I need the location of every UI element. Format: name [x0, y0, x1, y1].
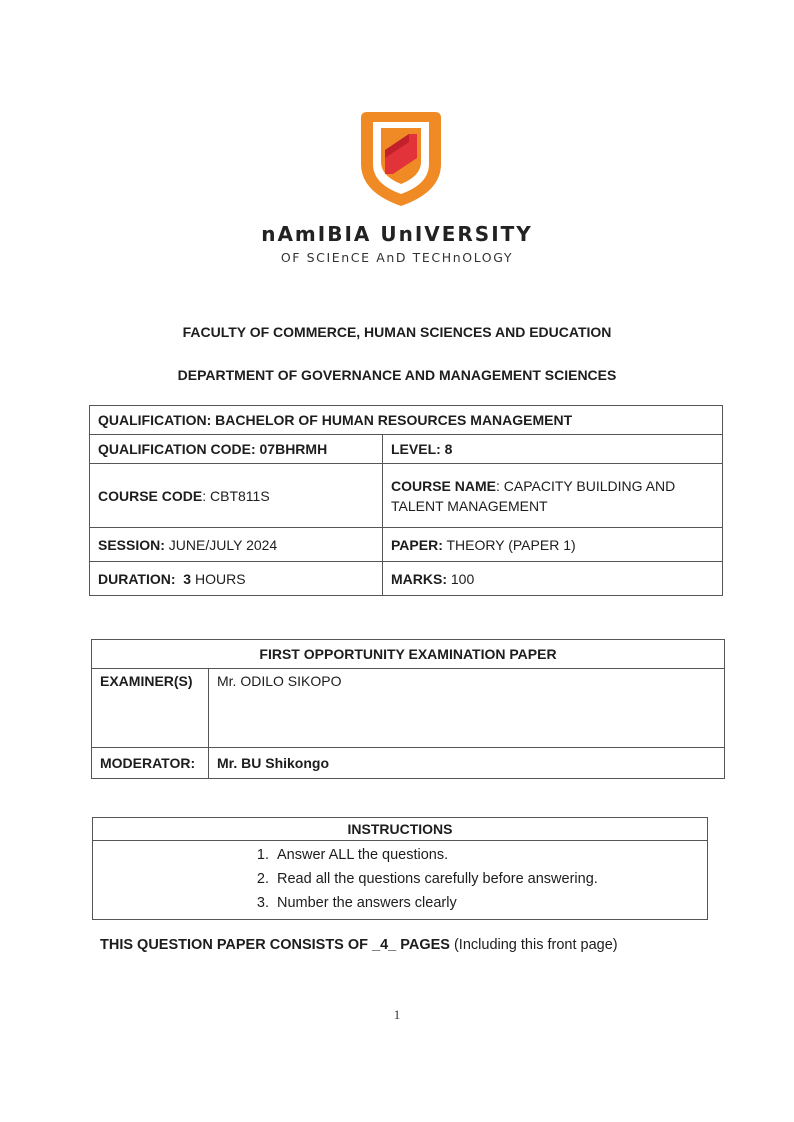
moderator-value: Mr. BU Shikongo	[209, 748, 725, 779]
item-text: Read all the questions carefully before answering.	[277, 871, 598, 887]
list-item	[243, 891, 707, 915]
department-heading: DEPARTMENT OF GOVERNANCE AND MANAGEMENT SCIENCES	[177, 367, 617, 383]
qualification-cell	[90, 406, 723, 435]
duration-cell	[90, 562, 383, 596]
level-value: 8	[444, 441, 453, 457]
duration-unit: HOURS	[194, 570, 246, 587]
examiner-label: EXAMINER(S)	[92, 669, 209, 748]
list-item	[243, 867, 707, 891]
moderator-label: MODERATOR:	[92, 748, 209, 779]
exam-title: FIRST OPPORTUNITY EXAMINATION PAPER	[92, 640, 725, 669]
university-name: nAmIBIA UnIVERSITY	[261, 222, 533, 246]
table-row	[92, 640, 725, 669]
paper-value: THEORY (PAPER 1)	[446, 536, 576, 553]
table-row	[93, 818, 708, 841]
page-number: 1	[393, 1007, 401, 1022]
paper-label: PAPER:	[391, 536, 443, 553]
level-cell	[383, 435, 723, 464]
paper-cell	[383, 528, 723, 562]
university-subtitle: OF SCIEnCE AnD TECHnOLOGY	[280, 250, 514, 265]
university-logo	[355, 108, 447, 208]
page-count-bold: THIS QUESTION PAPER CONSISTS OF _4_ PAGES	[100, 937, 450, 953]
marks-value: 100	[450, 570, 475, 587]
item-number: 1.	[256, 847, 269, 863]
duration-number: 3	[183, 570, 192, 587]
page-count-normal: (Including this front page)	[449, 937, 618, 953]
list-item	[243, 843, 707, 867]
level-label: LEVEL:	[391, 441, 441, 457]
examiner-value: Mr. ODILO SIKOPO	[209, 669, 725, 748]
table-row	[90, 528, 723, 562]
marks-cell	[383, 562, 723, 596]
session-value: JUNE/JULY 2024	[168, 536, 278, 553]
qualification-label: QUALIFICATION:	[98, 412, 212, 428]
table-row	[90, 435, 723, 464]
course-code-value: : CBT811S	[202, 487, 270, 504]
qualification-table	[89, 405, 723, 596]
duration-label: DURATION:	[98, 570, 176, 587]
table-row	[90, 406, 723, 435]
instructions-table	[92, 817, 708, 920]
instructions-body	[93, 841, 708, 920]
faculty-heading: FACULTY OF COMMERCE, HUMAN SCIENCES AND EDUCATION	[182, 324, 612, 340]
table-row	[93, 841, 708, 920]
qualification-code-value: 07BHRMH	[259, 441, 328, 457]
instructions-list	[93, 843, 707, 915]
item-text: Answer ALL the questions.	[277, 847, 449, 863]
item-number: 3.	[256, 895, 269, 911]
item-text: Number the answers clearly	[277, 895, 457, 911]
examination-table	[91, 639, 725, 779]
page-count-note	[100, 937, 618, 953]
course-code-cell	[90, 464, 383, 528]
course-name-cell	[383, 464, 723, 528]
table-row	[90, 464, 723, 528]
qualification-value: BACHELOR OF HUMAN RESOURCES MANAGEMENT	[215, 412, 573, 428]
course-name-value: : CAPACITY BUILDING AND TALENT MANAGEMENT	[391, 477, 676, 514]
instructions-title: INSTRUCTIONS	[93, 818, 708, 841]
session-cell	[90, 528, 383, 562]
course-name-label: COURSE NAME	[391, 477, 497, 494]
qualification-code-cell	[90, 435, 383, 464]
session-label: SESSION:	[98, 536, 165, 553]
item-number: 2.	[256, 871, 269, 887]
table-row	[90, 562, 723, 596]
table-row	[92, 669, 725, 748]
marks-label: MARKS:	[391, 570, 447, 587]
course-code-label: COURSE CODE	[98, 487, 203, 504]
table-row	[92, 748, 725, 779]
qualification-code-label: QUALIFICATION CODE:	[98, 441, 256, 457]
